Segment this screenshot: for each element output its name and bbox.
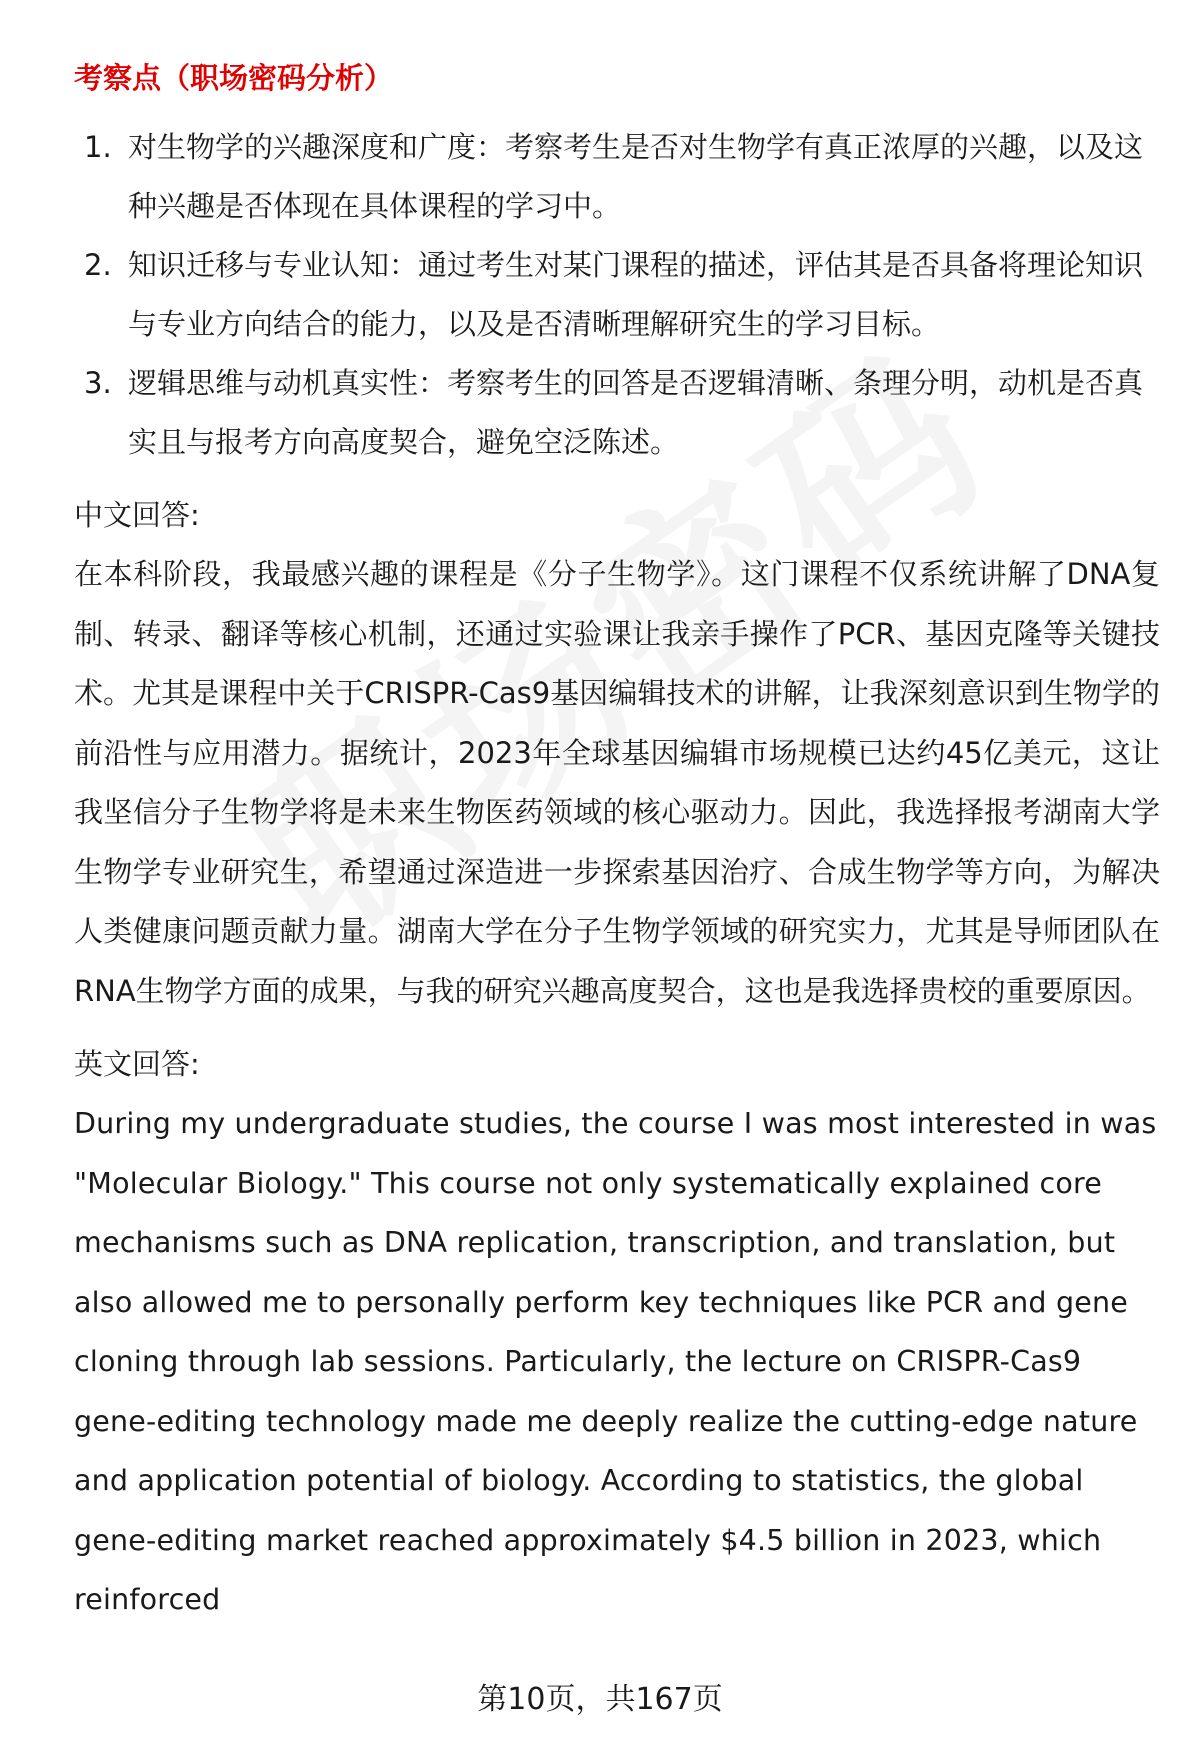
chinese-answer-label: 中文回答: [74, 498, 200, 532]
document-page [74, 56, 1160, 1630]
english-answer-label: 英文回答: [74, 1047, 200, 1081]
list-item-text: 知识迁移与专业认知：通过考生对某门课程的描述，评估其是否具备将理论知识与专业方向结合的能力，以及是否清晰理解研究生的学习目标。 [128, 248, 1144, 341]
list-item-text: 对生物学的兴趣深度和广度：考察考生是否对生物学有真正浓厚的兴趣，以及这种兴趣是否体现在具体课程的学习中。 [128, 130, 1144, 223]
section-heading: 考察点（职场密码分析） [74, 61, 394, 95]
chinese-answer-text: 在本科阶段，我最感兴趣的课程是《分子生物学》。这门课程不仅系统讲解了DNA复制、转录、翻译等核心机制，还通过实验课让我亲手操作了PCR、基因克隆等关键技术。尤其是课程中关于CRISPR-Cas9基因编辑技术的讲解，让我深刻意识到生物学的前沿性与应用潜力。据统计，2023年全球基因编辑市场规模已达约45亿美元，这让我坚信分子生物学将是未来生物医药领域的核心驱动力。因此，我选择报考湖南大学生物学专业研究生，希望通过深造进一步探索基因治疗、合成生物学等方向，为解决人类健康问题贡献力量。湖南大学在分子生物学领域的研究实力，尤其是导师团队在RNA生物学方面的成果，与我的研究兴趣高度契合，这也是我选择贵校的重要原因。 [74, 557, 1160, 1008]
list-item-number: 1. [84, 130, 112, 164]
list-item-text: 逻辑思维与动机真实性：考察考生的回答是否逻辑清晰、条理分明，动机是否真实且与报考方向高度契合，避免空泛陈述。 [128, 366, 1144, 459]
english-answer-text: During my undergraduate studies, the course I was most interested in was "Molecular Biology." This course not only systematically explained core mechanisms such as DNA replication, transcription, and translation, but also allowed me to personally perform key techniques like PCR and gene cloning through lab sessions. Particularly, the lecture on CRISPR-Cas9 gene-editing technology made me deeply realize the cutting-edge nature and application potential of biology. According to statistics, the global gene-editing market reached approximately $4.5 billion in 2023, which reinforced [74, 1107, 1157, 1616]
list-item [74, 354, 1160, 472]
evaluation-points-list [74, 118, 1160, 472]
page-number: 第10页，共167页 [477, 1682, 723, 1717]
list-item-number: 2. [84, 248, 112, 282]
list-item-number: 3. [84, 366, 112, 400]
list-item [74, 236, 1160, 354]
list-item [74, 118, 1160, 236]
